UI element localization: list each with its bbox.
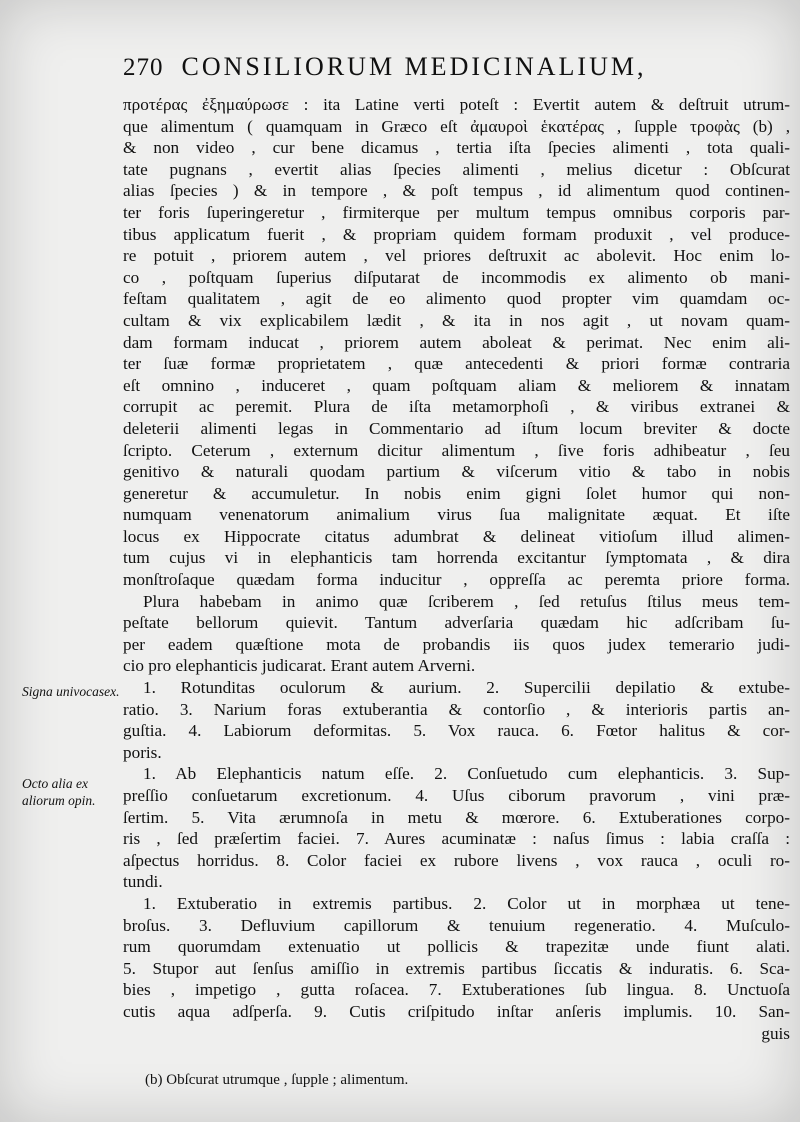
text-line: tate pugnans , evertit alias ſpecies alimenti , melius dicetur : Obſcurat — [123, 159, 790, 179]
text-line: guſtia. 4. Labiorum deformitas. 5. Vox rauca. 6. Fœtor halitus & cor- — [123, 721, 790, 741]
text-line: aſpectus horridus. 8. Color faciei ex rubore livens , vox rauca , oculi ro- — [123, 850, 790, 870]
text-line: rum quorumdam extenuatio ut pollicis & trapezitæ unde fiunt alati. — [123, 937, 790, 957]
margin-note-signa: Signa univocasex. — [22, 684, 120, 699]
text-line: preſſio conſuetarum excretionum. 4. Uſus ciborum pravorum , vini præ- — [123, 786, 790, 805]
body-text — [123, 94, 790, 1044]
text-line: generetur & accumuletur. In nobis enim gigni ſolet humor qui non- — [123, 483, 790, 503]
text-line: tundi. — [123, 872, 163, 892]
text-line: ſertim. 5. Vita ærumnoſa in metu & mœrore. 6. Extuberationes corpo- — [123, 807, 790, 827]
text-line: deleterii alimenti legas in Commentario ad iſtum locum breviter & docte — [123, 418, 790, 438]
text-line: que alimentum ( quamquam in Græco eſt ἀμαυροὶ ἑκατέρας , ſupple τροφὰς (b) , — [123, 116, 790, 136]
text-line: ſcripto. Ceterum , externum dicitur alimentum , ſive foris adhibeatur , ſeu — [123, 440, 790, 460]
text-line: 1. Extuberatio in extremis partibus. 2. Color ut in morphæa ut tene- — [143, 893, 790, 913]
text-line: tum cujus vi in elephanticis tam horrenda excitantur ſymptomata , & dira — [123, 548, 790, 568]
text-line: per eadem quæſtione mota de probandis iis quos judex temerario judi- — [123, 634, 790, 654]
text-line: ris , ſed præſertim faciei. 7. Aures acuminatæ : naſus ſimus : labia craſſa : — [123, 829, 790, 849]
text-line: genitivo & naturali quodam partium & viſcerum vitio & tabo in nobis — [123, 462, 790, 482]
footnote: (b) Obſcurat utrumque , ſupple ; alimentum. — [145, 1072, 409, 1088]
text-line: co , poſtquam ſuperius diſputarat de incommodis ex alimento ob mani- — [123, 267, 790, 287]
text-line: & non video , cur bene dicamus , tertia iſta ſpecies alimenti , tota quali- — [123, 138, 790, 158]
text-line: cio pro elephanticis judicarat. Erant autem Arverni. — [123, 656, 476, 676]
text-line: cutis aqua adſperſa. 9. Cutis criſpitudo inſtar anſeris implumis. 10. San- — [123, 1001, 790, 1021]
text-line: feſtam qualitatem , agit de eo alimento quod propter vim quamdam oc- — [123, 289, 790, 309]
text-line: numquam venenatorum animalium virus ſua malignitate æquat. Et iſte — [123, 505, 790, 525]
text-line: broſus. 3. Defluvium capillorum & tenuium regeneratio. 4. Muſculo- — [123, 915, 790, 935]
text-line: tibus applicatum fuerit , & propriam quidem formam produxit , vel produce- — [123, 224, 790, 244]
margin-note-octo: Octo alia ex aliorum opin. — [22, 776, 96, 808]
text-line: re potuit , priorem autem , vel priores deſtruxit ac abolevit. Hoc enim lo- — [123, 246, 790, 266]
text-line: ter ſuæ formæ proprietatem , quæ antecedenti & priori formæ contraria — [123, 354, 790, 374]
text-line: poris. — [123, 742, 162, 762]
text-line: 1. Rotunditas oculorum & aurium. 2. Supercilii depilatio & extube- — [143, 678, 790, 698]
text-line: alias ſpecies ) & in tempore , & poſt tempus , id alimentum quod continen- — [123, 181, 790, 201]
text-line: Plura habebam in animo quæ ſcriberem , ſed retuſus ſtilus meus tem- — [143, 591, 790, 611]
text-line: dam formam inducat , priorem autem aboleat & perimat. Nec enim ali- — [123, 332, 790, 352]
text-line: cultam & vix explicabilem lædit , & ita in nos agit , ut novam quam- — [123, 310, 790, 330]
page-number: 270 — [123, 54, 164, 81]
text-line: guis — [761, 1023, 790, 1043]
text-line: eſt omnino , induceret , quam poſtquam aliam & meliorem & innatam — [123, 375, 790, 395]
text-line: ratio. 3. Narium foras extuberantia & contorſio , & interioris partis an- — [123, 699, 790, 719]
text-line: προτέρας ἐξημαύρωσε : ita Latine verti poteſt : Evertit autem & deſtruit utrum- — [123, 95, 790, 114]
page-header — [123, 52, 723, 92]
text-line: monſtroſaque quædam forma inducitur , oppreſſa ac peremta priore forma. — [123, 570, 790, 590]
running-title: CONSILIORUM MEDICINALIUM, — [181, 52, 647, 81]
text-line: 1. Ab Elephanticis natum eſſe. 2. Conſuetudo cum elephanticis. 3. Sup- — [143, 764, 790, 784]
text-line: peſtate bellorum quievit. Tantum adverſaria quædam hic adſcribam ſu- — [123, 613, 790, 633]
text-line: corrupit ac peremit. Plura de iſta metamorphoſi , & viribus extranei & — [123, 397, 790, 417]
text-line: 5. Stupor aut ſenſus amiſſio in extremis partibus ſiccatis & induratis. 6. Sca- — [123, 958, 790, 978]
text-line: ter foris ſuperingeretur , firmiterque per multum tempus omnibus corporis par- — [123, 202, 790, 222]
text-line: bies , impetigo , gutta roſacea. 7. Extuberationes ſub lingua. 8. Unctuoſa — [123, 980, 790, 1000]
text-line: locus ex Hippocrate citatus adumbrat & delineat vitioſum illud alimen- — [123, 526, 790, 546]
